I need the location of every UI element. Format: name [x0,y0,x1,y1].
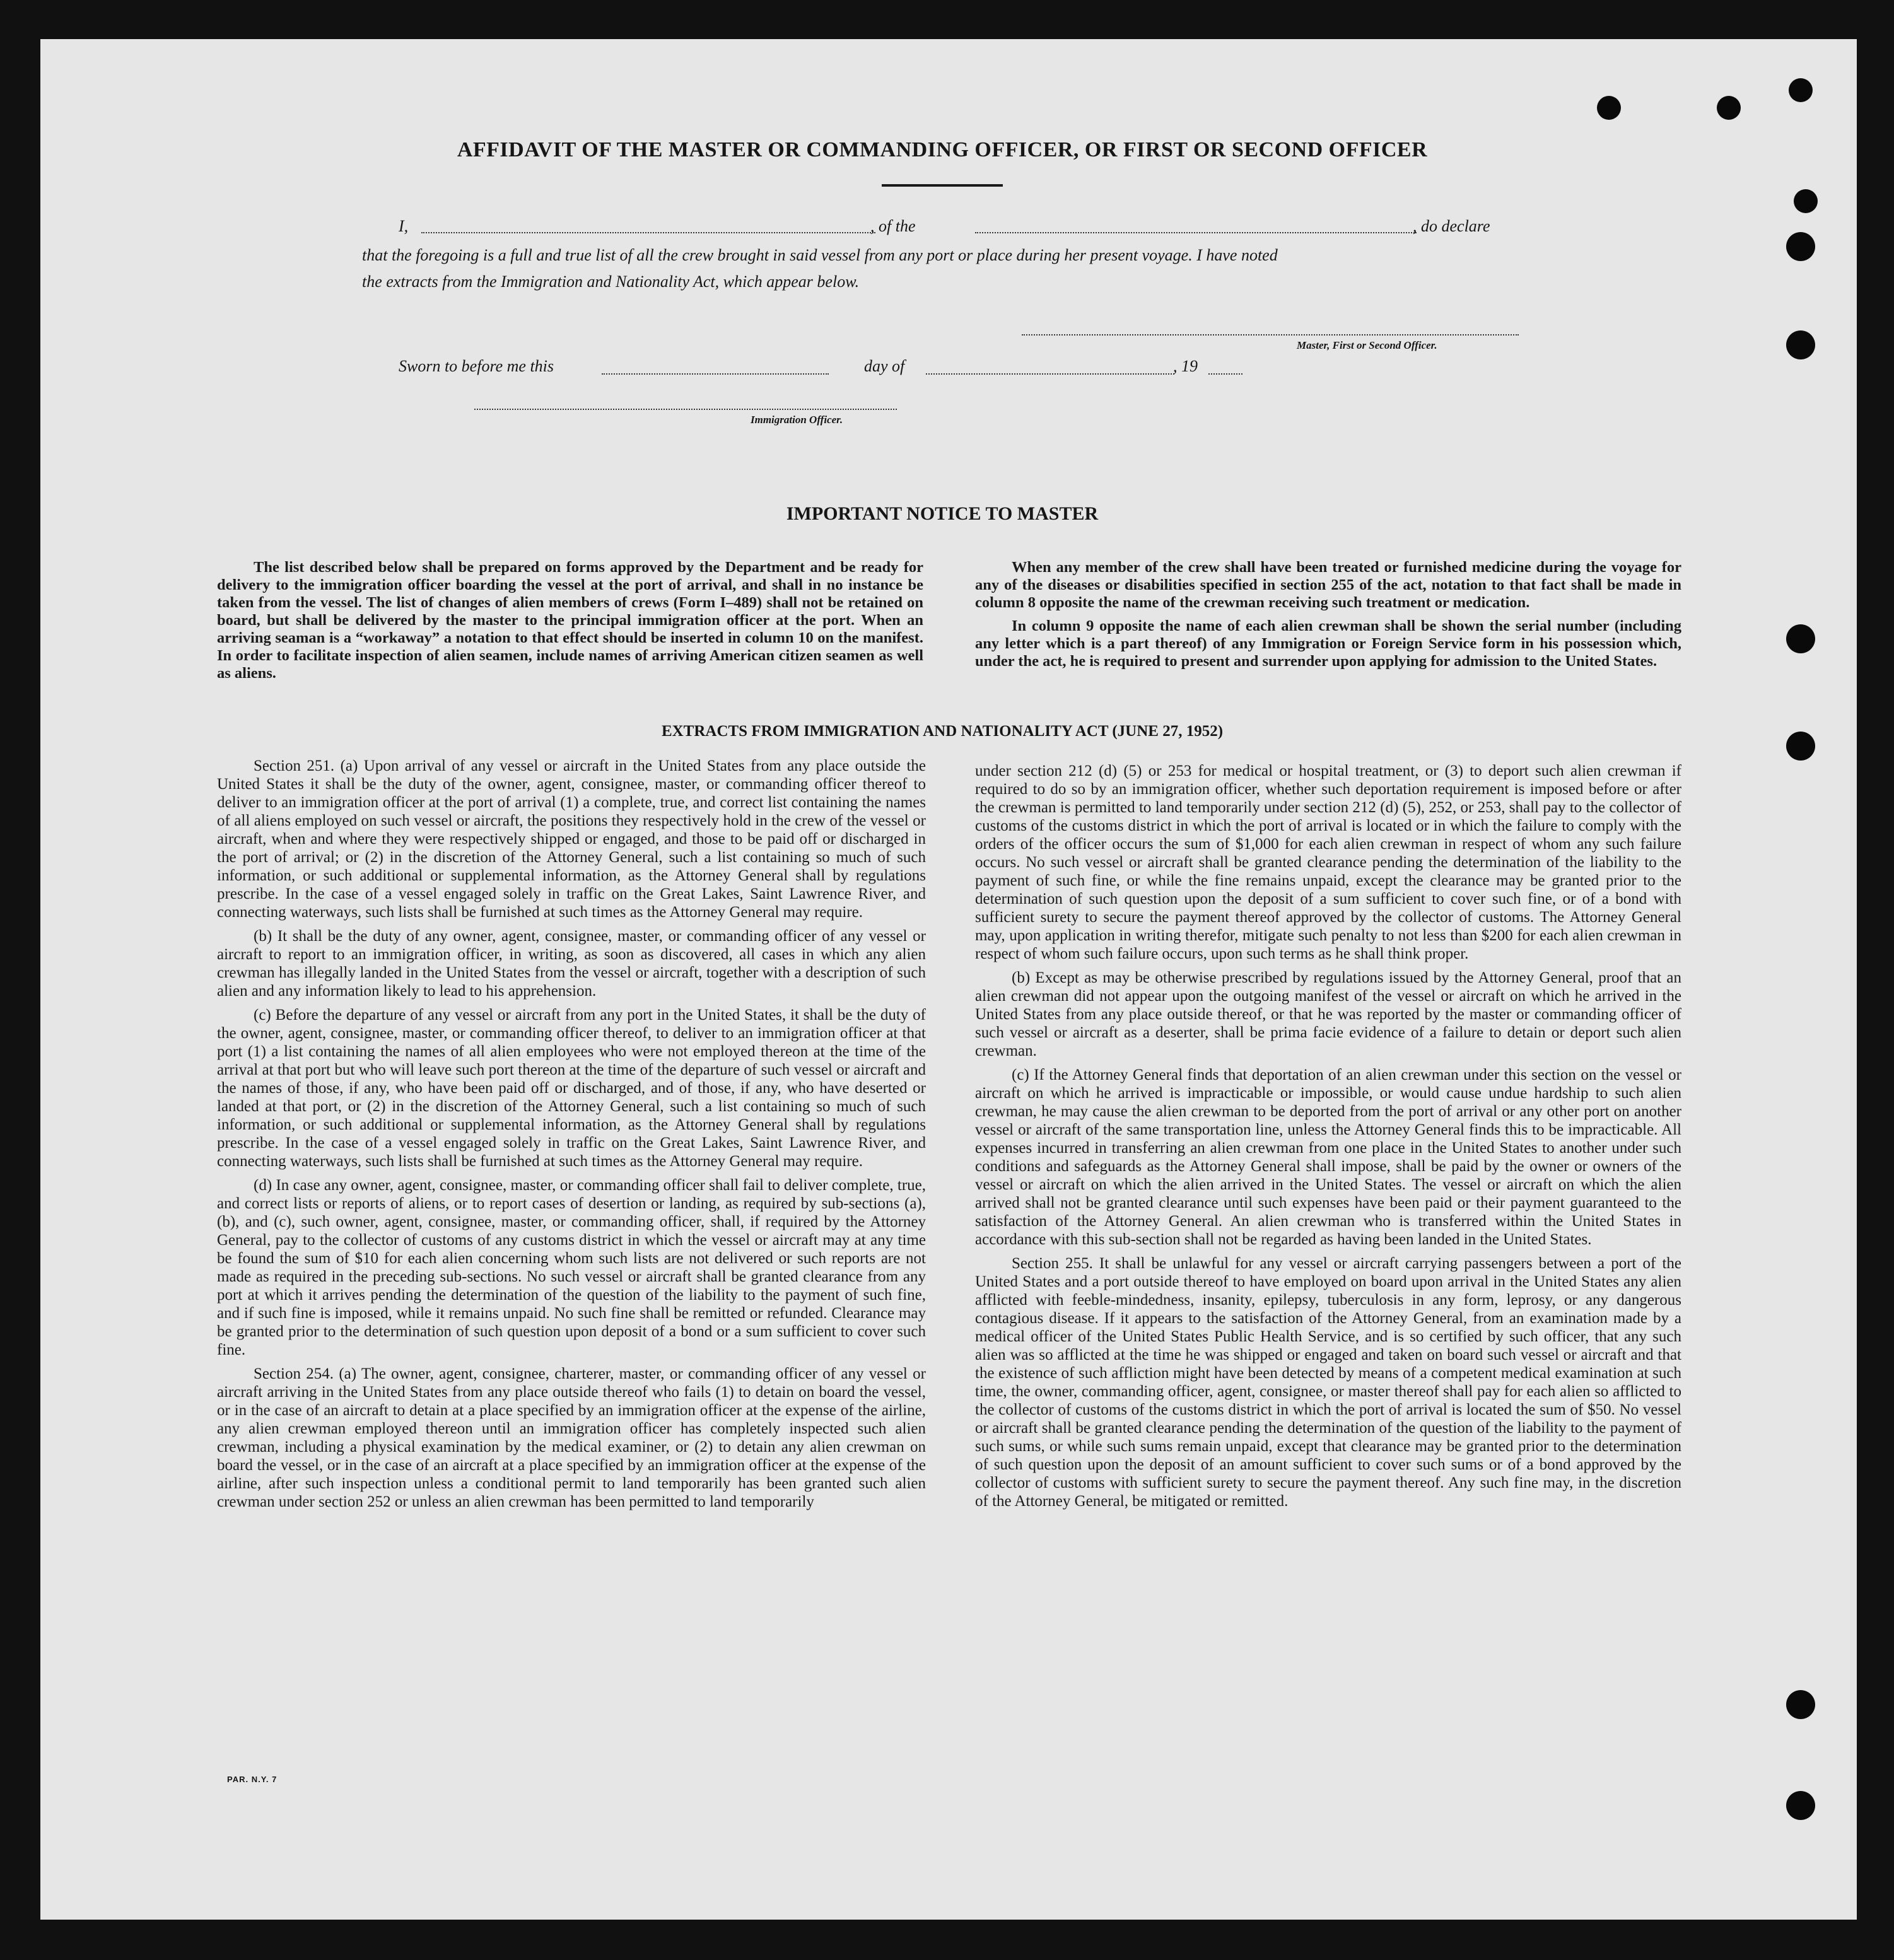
extract-paragraph: Section 254. (a) The owner, agent, consignee, charterer, master, or commanding officer of any vessel or aircraft arriving in the United States from any place outside thereof who fails (1) to detain on board the vessel, or in the case of an aircraft to detain at a place specified by an immigration officer at the expense of the airline, any alien crewman employed thereon until an immigration officer has completely inspected such alien crewman, including a physical examination by the medical examiner, or (2) to detain any alien crewman on board the vessel, or in the case of an aircraft at a place specified by an immigration officer at the expense of the airline, after such inspection unless a conditional permit to land temporarily has been granted such alien crewman under section 252 or unless an alien crewman has been permitted to land temporarily [217,1365,926,1510]
extracts-right-column [975,762,1681,1516]
sworn-month-field-line[interactable] [926,373,1174,375]
notice-paragraph: When any member of the crew shall have been treated or furnished medicine during the voyage for any of the diseases or disabilities specified in section 255 of the act, notation to that fact shall be made in column 8 opposite the name of the crewman receiving such treatment or medication. [975,559,1681,611]
extract-paragraph: (c) Before the departure of any vessel or aircraft from any port in the United States, it shall be the duty of the owner, agent, consignee, master, or commanding officer thereof, to deliver to an immigration officer at that port (1) a list containing the names of all alien employees who were not employed thereon at the time of the arrival at that port but who will leave such port thereon at the time of the departure of such vessel or aircraft and the names of those, if any, who have been paid off or discharged, and of those, if any, who have deserted or landed at that port, or (2) in the discretion of the Attorney General, such a list containing so much of such information, or such additional or supplemental information, as the Attorney General shall by regulations prescribe. In the case of a vessel engaged solely in traffic on the Great Lakes, Saint Lawrence River, and connecting waterways, such lists shall be furnished at such times as the Attorney General may require. [217,1006,926,1170]
officer-signature-line[interactable] [474,409,897,410]
name-field-line[interactable] [421,232,875,233]
punch-hole [1786,232,1815,261]
of-the-label: , of the [870,217,916,235]
extract-paragraph: Section 255. It shall be unlawful for any vessel or aircraft carrying passengers between a port of the United States and a port outside thereof to have employed on board upon arrival in the United States any alien afflicted with feeble-mindedness, insanity, epilepsy, tuberculosis in any form, leprosy, or any dangerous contagious disease. If it appears to the satisfaction of the Attorney General, from an examination made by a medical officer of the United States Public Health Service, and is so certified by such officer, that any such alien was so afflicted at the time he was shipped or engaged and taken on board such vessel or aircraft and that the existence of such affliction might have been detected by means of a competent medical examination at such time, the owner, commanding officer, agent, consignee, or master thereof shall pay for each alien so afflicted to the collector of customs of the customs district in which the port of arrival is located the sum of $50. No vessel or aircraft shall be granted clearance pending the determination of the question of the liability to the payment of such sums, or while such sums remain unpaid, except that clearance may be granted prior to the determination of such question upon the deposit of an amount sufficient to cover such sums or of a bond approved by the collector of customs with sufficient surety to secure the payment thereof. Any such fine may, in the discretion of the Attorney General, be mitigated or remitted. [975,1255,1681,1510]
punch-hole [1717,96,1741,120]
extract-paragraph: under section 212 (d) (5) or 253 for medical or hospital treatment, or (3) to deport such alien crewman if required to do so by an immigration officer, whether such deportation requirement is imposed before or after the crewman is permitted to land temporarily under section 212 (d) (5), 252, or 253, shall pay to the collector of customs of the customs district in which the port of arrival is located or in which the failure to comply with the orders of the officer occurs the sum of $1,000 for each alien crewman in respect of whom any such failure occurs. No such vessel or aircraft shall be granted clearance pending the determination of the liability to the payment of such fine, or while the fine remains unpaid, except the clearance may be granted prior to the determination of such question upon the deposit of a sum sufficient to cover such fine, or of a bond with sufficient surety to secure the payment thereof approved by the collector of customs. The Attorney General may, upon application in writing therefor, mitigate such penalty to not less than $200 for each alien crewman in respect of whom such failure occurs, upon such terms as he shall think proper. [975,762,1681,962]
punch-hole [1786,1791,1815,1820]
printer-footnote: PAR. N.Y. 7 [227,1775,278,1784]
title-rule [882,184,1003,187]
notice-paragraph: The list described below shall be prepared on forms approved by the Department and be ready for delivery to the immigration officer boarding the vessel at the port of arrival, and shall in no instance be taken from the vessel. The list of changes of alien members of crews (Form I–489) shall not be retained on board, but shall be delivered by the master to the principal immigration officer at the port. When an arriving seaman is a “workaway” a notation to that effect should be inserted in column 10 on the manifest. In order to facilitate inspection of alien seamen, include names of arriving American citizen seamen as well as aliens. [217,559,923,682]
vessel-field-line[interactable] [975,232,1417,233]
form-page [40,39,1857,1920]
notice-left-column [217,559,923,688]
sworn-year-field-line[interactable] [1208,373,1242,375]
do-declare-label: , do declare [1413,217,1490,235]
affidavit-line-2: that the foregoing is a full and true list of all the crew brought in said vessel from any port or place during her present voyage. I have noted [362,246,1278,264]
master-signature-line[interactable] [1022,334,1519,335]
extract-paragraph: Section 251. (a) Upon arrival of any vessel or aircraft in the United States from any place outside the United States it shall be the duty of the owner, agent, consignee, master, or commanding officer thereof to deliver to an immigration officer at the port of arrival (1) a complete, true, and correct list containing the names of all aliens employed on such vessel or aircraft, the positions they respectively hold in the crew of the vessel or aircraft, when and where they were respectively shipped or engaged, and those to be paid off or discharged in the port of arrival; or (2) in the discretion of the Attorney General, such a list containing so much of such information, or such additional or supplemental information, as the Attorney General shall by regulations prescribe. In the case of a vessel engaged solely in traffic on the Great Lakes, Saint Lawrence River, and connecting waterways, such lists shall be furnished at such times as the Attorney General may require. [217,757,926,921]
extract-paragraph: (b) Except as may be otherwise prescribed by regulations issued by the Attorney General, proof that an alien crewman did not appear upon the outgoing manifest of the vessel or aircraft on which he arrived in the United States from any place outside thereof, or that he was reported by the master or commanding officer of such vessel or aircraft as a deserter, shall be prima facie evidence of a failure to detain or deport such alien crewman. [975,969,1681,1059]
affidavit-title: AFFIDAVIT OF THE MASTER OR COMMANDING OFFICER, OR FIRST OR SECOND OFFICER [457,138,1428,161]
i-label: I, [399,217,409,235]
notice-right-column [975,559,1681,676]
officer-label: Immigration Officer. [751,414,843,426]
punch-hole [1786,1690,1815,1719]
extracts-title: EXTRACTS FROM IMMIGRATION AND NATIONALITY ACT (JUNE 27, 1952) [661,723,1224,740]
punch-hole [1794,189,1818,213]
extract-paragraph: (d) In case any owner, agent, consignee, master, or commanding officer shall fail to deliver complete, true, and correct lists or reports of aliens, or to report cases of desertion or landing, as required by sub-sections (a), (b), and (c), such owner, agent, consignee, master, or commanding officer, shall, if required by the Attorney General, pay to the collector of customs of any customs district in which the vessel or aircraft may at any time be found the sum of $10 for each alien concerning whom such lists are not delivered or such reports are not made as required in the preceding sub-sections. No such vessel or aircraft shall be granted clearance from any port at which it arrives pending the determination of the question of the liability to the payment of such fine, and if such fine is imposed, while it remains unpaid. No such fine shall be remitted or refunded. Clearance may be granted prior to the determination of such question upon deposit of a bond or a sum sufficient to cover such fine. [217,1177,926,1358]
master-label: Master, First or Second Officer. [1297,339,1437,351]
year-label: , 19 [1173,357,1198,375]
day-of-label: day of [864,357,905,375]
notice-title: IMPORTANT NOTICE TO MASTER [786,503,1099,524]
extract-paragraph: (c) If the Attorney General finds that deportation of an alien crewman under this section on the vessel or aircraft on which he arrived is impracticable or impossible, or would cause undue hardship to such alien crewman, he may cause the alien crewman to be deported from the port of arrival or any other port on another vessel or aircraft of the same transportation line, unless the Attorney General finds this to be impracticable. All expenses incurred in transferring an alien crewman from one place in the United States to another under such conditions and safeguards as the Attorney General shall impose, shall be paid by the owner or owners of the vessel or aircraft on which the alien arrived in the United States. The vessel or aircraft on which the alien arrived shall not be granted clearance until such expenses have been paid or their payment guaranteed to the satisfaction of the Attorney General. An alien crewman who is transferred within the United States in accordance with this sub-section shall not be regarded as having been landed in the United States. [975,1066,1681,1248]
extracts-left-column [217,757,926,1517]
punch-hole [1597,96,1621,120]
punch-hole [1786,624,1815,653]
affidavit-line-3: the extracts from the Immigration and Nationality Act, which appear below. [362,272,860,291]
sworn-label: Sworn to before me this [399,357,554,375]
notice-paragraph: In column 9 opposite the name of each alien crewman shall be shown the serial number (including any letter which is a part thereof) of any Immigration or Foreign Service form in his possession which, under the act, he is required to present and surrender upon applying for admission to the United States. [975,617,1681,670]
punch-hole [1786,330,1815,359]
extract-paragraph: (b) It shall be the duty of any owner, agent, consignee, master, or commanding officer of any vessel or aircraft to report to an immigration officer, in writing, as soon as discovered, all cases in which any alien crewman has illegally landed in the United States from the vessel or aircraft, together with a description of such alien and any information likely to lead to his apprehension. [217,928,926,1000]
punch-hole [1789,78,1813,102]
sworn-day-field-line[interactable] [602,373,829,375]
